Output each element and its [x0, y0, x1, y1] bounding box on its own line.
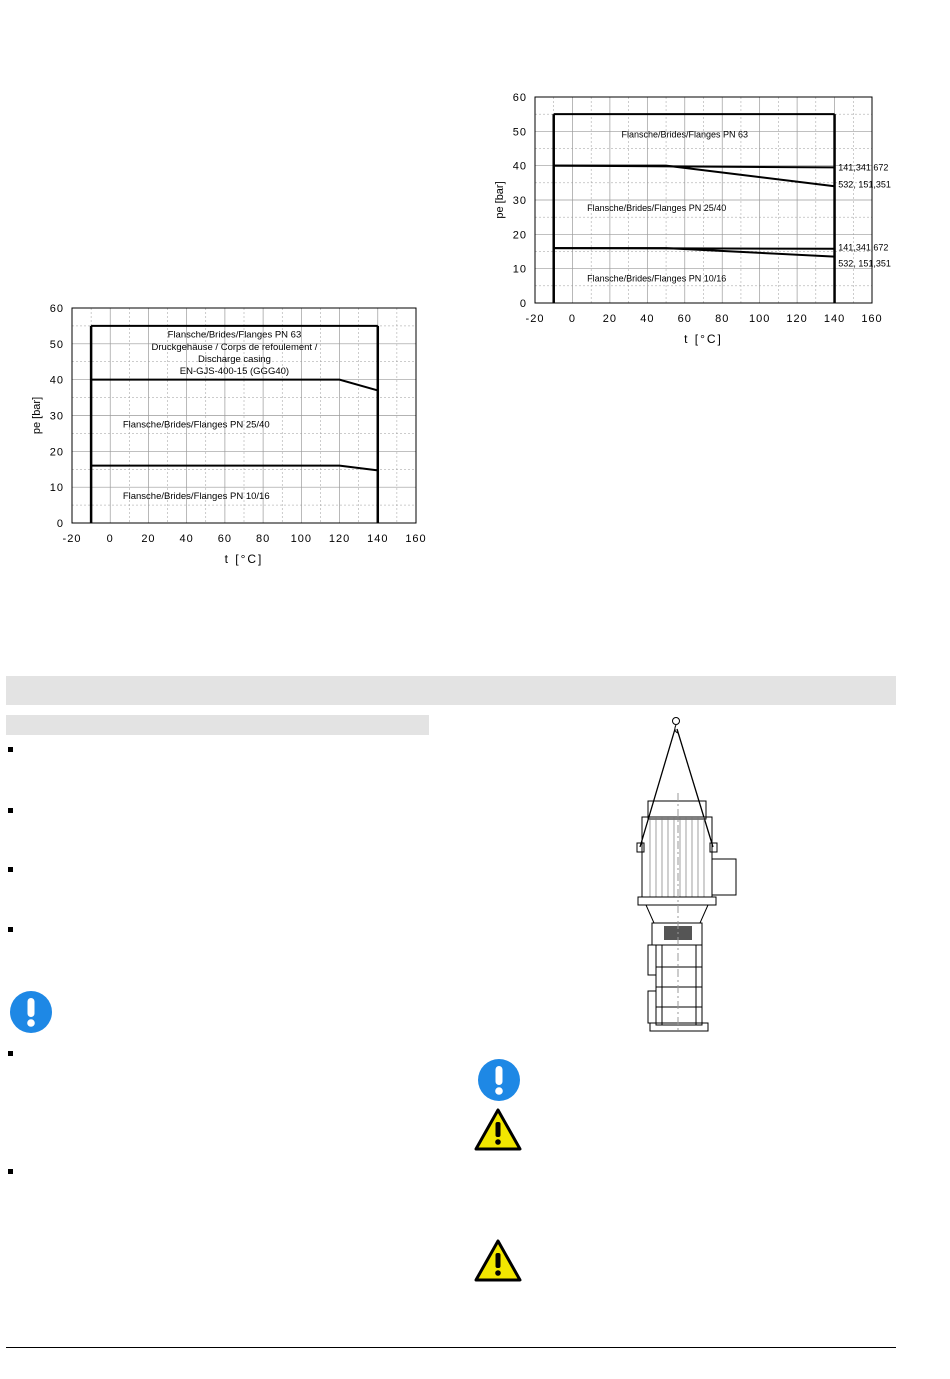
list-bullet: [8, 747, 13, 752]
warning-triangle-icon: [474, 1108, 522, 1152]
x-tick-label: 20: [602, 313, 618, 325]
x-tick-label: 40: [179, 533, 194, 545]
x-tick-label: -20: [525, 313, 545, 325]
list-bullet: [8, 1169, 13, 1174]
y-tick-label: 50: [49, 338, 64, 351]
chart-annotation: Druckgehäuse / Corps de refoulement /: [151, 341, 318, 353]
y-tick-label: 20: [49, 446, 64, 459]
warning-triangle-icon: [474, 1239, 522, 1283]
pressure-chart-left: [10, 296, 450, 581]
chart-annotation: Flansche/Brides/Flanges PN 10/16: [587, 273, 727, 284]
y-tick-label: 40: [512, 160, 527, 173]
x-tick-label: 20: [141, 533, 156, 545]
y-tick-label: 30: [49, 410, 64, 423]
y-axis-label: pe [bar]: [494, 181, 506, 219]
chart-annotation: Flansche/Brides/Flanges PN 63: [167, 329, 302, 341]
chart-annotation: Discharge casing: [198, 353, 271, 365]
chart-annotation: 532, 151,351: [838, 179, 891, 190]
y-tick-label: 60: [512, 92, 527, 104]
x-tick-label: 120: [786, 313, 808, 325]
x-tick-label: 80: [255, 533, 271, 545]
chart-annotation: EN-GJS-400-15 (GGG40): [179, 365, 290, 377]
list-bullet: [8, 1051, 13, 1056]
x-tick-label: 160: [405, 533, 427, 545]
chart-annotation: Flansche/Brides/Flanges PN 25/40: [122, 419, 270, 431]
series-line: [91, 380, 378, 391]
y-tick-label: 40: [49, 374, 64, 387]
x-tick-label: 60: [217, 533, 233, 545]
chart-annotation: Flansche/Brides/Flanges PN 25/40: [587, 202, 727, 213]
x-tick-label: 40: [640, 313, 655, 325]
x-tick-label: 120: [328, 533, 351, 545]
x-tick-label: 160: [861, 313, 883, 325]
pressure-chart-right: [480, 85, 900, 355]
chart-annotation: Flansche/Brides/Flanges PN 63: [621, 129, 749, 140]
x-tick-label: 80: [715, 313, 730, 325]
section-header-bar: [6, 676, 896, 705]
list-bullet: [8, 867, 13, 872]
x-axis-label: t [°C]: [684, 332, 723, 346]
chart-annotation: Flansche/Brides/Flanges PN 10/16: [122, 490, 270, 502]
y-tick-label: 0: [519, 298, 527, 310]
chart-annotation: 532, 151,351: [838, 258, 891, 269]
list-bullet: [8, 808, 13, 813]
x-axis-label: t [°C]: [224, 552, 264, 566]
exclamation-info-icon: [9, 990, 53, 1034]
chart-annotation: 141,341,672: [838, 162, 889, 173]
x-tick-label: 140: [367, 533, 389, 545]
y-tick-label: 50: [512, 126, 527, 139]
footer-rule: [6, 1347, 896, 1348]
series-line: [554, 166, 835, 187]
x-tick-label: 60: [677, 313, 692, 325]
x-tick-label: 100: [290, 533, 313, 545]
x-tick-label: 140: [823, 313, 846, 325]
y-tick-label: 10: [49, 482, 64, 495]
chart-annotation: 141,341,672: [838, 242, 889, 253]
subsection-header-bar: [6, 715, 429, 735]
y-tick-label: 20: [512, 229, 527, 242]
series-line: [91, 466, 378, 471]
pump-lifting-illustration: [628, 713, 748, 1035]
x-tick-label: 0: [568, 313, 577, 325]
y-tick-label: 10: [512, 263, 527, 276]
y-tick-label: 60: [49, 303, 64, 315]
x-tick-label: -20: [62, 533, 82, 545]
exclamation-info-icon: [477, 1058, 521, 1102]
x-tick-label: 0: [106, 533, 114, 545]
x-tick-label: 100: [748, 313, 771, 325]
y-tick-label: 0: [56, 518, 64, 530]
list-bullet: [8, 927, 13, 932]
y-tick-label: 30: [512, 195, 527, 207]
y-axis-label: pe [bar]: [31, 396, 43, 435]
